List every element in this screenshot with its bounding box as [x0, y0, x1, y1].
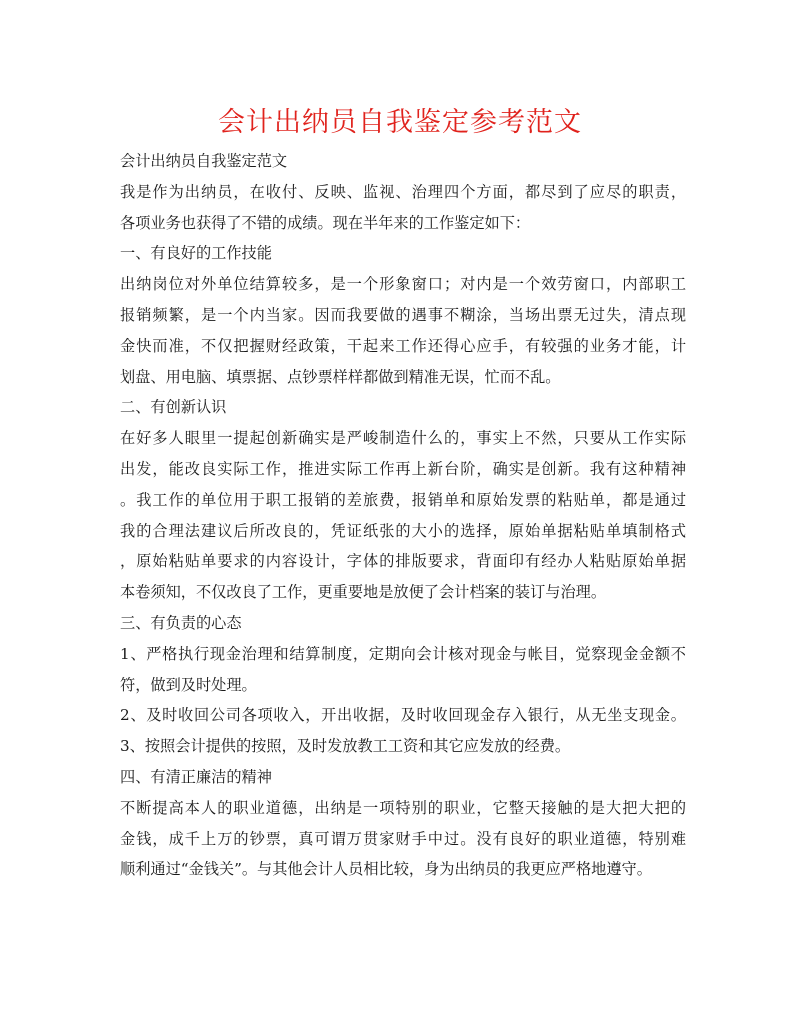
paragraph-line: 我的合理法建议后所改良的，凭证纸张的大小的选择，原始单据粘贴单填制格式	[120, 521, 686, 540]
paragraph-line: 不断提高本人的职业道德，出纳是一项特别的职业，它整天接触的是大把大把的	[120, 798, 686, 817]
document-title: 会计出纳员自我鉴定参考范文	[218, 107, 582, 138]
document-body	[120, 146, 686, 885]
section-heading: 三、有负责的心态	[120, 613, 242, 632]
paragraph-line: 报销频繁，是一个内当家。因而我要做的遇事不糊涂，当场出票无过失，清点现	[120, 305, 686, 324]
paragraph-line: 金快而准，不仅把握财经政策，干起来工作还得心应手，有较强的业务才能，计	[120, 336, 686, 355]
paragraph-line: 符，做到及时处理。	[120, 675, 257, 694]
paragraph-line: 我是作为出纳员，在收付、反映、监视、治理四个方面，都尽到了应尽的职责，	[120, 182, 686, 201]
paragraph-line: 划盘、用电脑、填票据、点钞票样样都做到精准无误，忙而不乱。	[120, 367, 561, 386]
section-heading: 一、有良好的工作技能	[120, 244, 272, 263]
paragraph-line: 金钱，成千上万的钞票，真可谓万贯家财手中过。没有良好的职业道德，特别难	[120, 829, 686, 848]
paragraph-line: 出发，能改良实际工作，推进实际工作再上新台阶，确实是创新。我有这种精神	[120, 459, 686, 478]
paragraph-line: ，原始粘贴单要求的内容设计，字体的排版要求，背面印有经办人粘贴原始单据	[120, 552, 686, 571]
paragraph-line: 各项业务也获得了不错的成绩。现在半年来的工作鉴定如下：	[120, 213, 531, 232]
paragraph-line: 顺利通过“金钱关”。与其他会计人员相比较，身为出纳员的我更应严格地遵守。	[120, 860, 652, 879]
paragraph-line: 1、严格执行现金治理和结算制度，定期向会计核对现金与帐目，觉察现金金额不	[120, 644, 686, 663]
paragraph-line: 在好多人眼里一提起创新确实是严峻制造什么的，事实上不然，只要从工作实际	[120, 429, 686, 448]
subtitle-line: 会计出纳员自我鉴定范文	[120, 152, 288, 170]
paragraph-line: 本卷须知，不仅改良了工作，更重要地是放便了会计档案的装订与治理。	[120, 583, 606, 602]
paragraph-line: 3、按照会计提供的按照，及时发放教工工资和其它应发放的经费。	[120, 737, 571, 756]
paragraph-line: 。我工作的单位用于职工报销的差旅费，报销单和原始发票的粘贴单，都是通过	[120, 490, 686, 509]
section-heading: 二、有创新认识	[120, 398, 227, 417]
paragraph-line: 2、及时收回公司各项收入，开出收据，及时收回现金存入银行，从无坐支现金。	[120, 706, 686, 725]
section-heading: 四、有清正廉洁的精神	[120, 767, 272, 786]
paragraph-line: 出纳岗位对外单位结算较多，是一个形象窗口；对内是一个效劳窗口，内部职工	[120, 275, 686, 294]
